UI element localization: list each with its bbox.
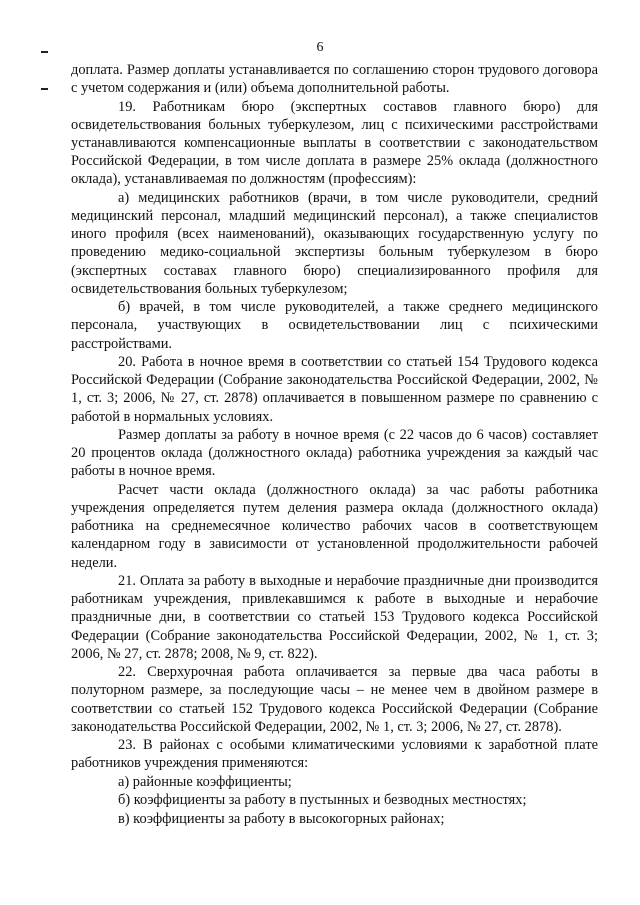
margin-mark: [41, 51, 48, 53]
paragraph: Расчет части оклада (должностного оклада) за час работы работника учреждения определяется путем деления размера оклада (должностного оклада) работника на среднемесячное количество рабочих часов в соответствующем календарном году в зависимости от установленной продолжительности рабочей недели.: [71, 481, 598, 571]
paragraph: Размер доплаты за работу в ночное время (с 22 часов до 6 часов) составляет 20 процентов оклада (должностного оклада) работника учреждения за каждый час работы в ночное время.: [71, 427, 598, 480]
list-item: а) районные коэффициенты;: [118, 773, 292, 790]
list-item: б) коэффициенты за работу в пустынных и безводных местностях;: [118, 792, 527, 809]
page-number: 6: [316, 40, 324, 55]
document-body: [71, 61, 598, 828]
paragraph-subitem-b: б) врачей, в том числе руководителей, а также среднего медицинского персонала, участвующих в освидетельствовании лиц с психическими расстройствами.: [71, 299, 598, 352]
paragraph-item-21: 21. Оплата за работу в выходные и нерабочие праздничные дни производится работникам учреждения, привлекавшимся к работе в выходные и нерабочие праздничные дни, в соответствии со статьей 153 Трудового кодекса Российской Федерации (Собрание законодательства Российской Федерации, 2002, № 1, ст. 3; 2006, № 27, ст. 2878; 2008, № 9, ст. 822).: [71, 573, 598, 662]
paragraph-subitem-a: а) медицинских работников (врачи, в том числе руководители, средний медицинский персонал, младший медицинский персонал), а также специалистов иного профиля (всех наименований), оказывающих государственную услугу по проведению медико-социальной экспертизы больным туберкулезом в бюро (экспертных составах главного бюро) специализированного профиля для освидетельствования больных туберкулезом;: [71, 189, 598, 297]
paragraph-item-19: 19. Работникам бюро (экспертных составов главного бюро) для освидетельствования больных туберкулезом, лиц с психическими расстройствами устанавливаются компенсационные выплаты в соответствии с законодательством Российской Федерации, в том числе доплата в размере 25% оклада (должностного оклада), устанавливаемая по должностям (профессиям):: [71, 98, 598, 188]
list-item: в) коэффициенты за работу в высокогорных районах;: [118, 810, 445, 827]
paragraph-item-20: 20. Работа в ночное время в соответствии со статьей 154 Трудового кодекса Российской Федерации (Собрание законодательства Российской Федерации, 2002, № 1, ст. 3; 2006, № 27, ст. 2878) оплачивается в повышенном размере по сравнению с работой в нормальных условиях.: [71, 354, 598, 425]
paragraph: доплата. Размер доплаты устанавливается по соглашению сторон трудового договора с учетом содержания и (или) объема дополнительной работы.: [71, 62, 598, 97]
paragraph-item-23: 23. В районах с особыми климатическими условиями к заработной плате работников учреждения применяются:: [71, 737, 598, 772]
margin-mark: [41, 88, 48, 90]
paragraph-item-22: 22. Сверхурочная работа оплачивается за первые два часа работы в полуторном размере, за последующие часы – не менее чем в двойном размере в соответствии со статьей 152 Трудового кодекса Российской Федерации (Собрание законодательства Российской Федерации, 2002, № 1, ст. 3; 2006, № 27, ст. 2878).: [71, 664, 598, 735]
